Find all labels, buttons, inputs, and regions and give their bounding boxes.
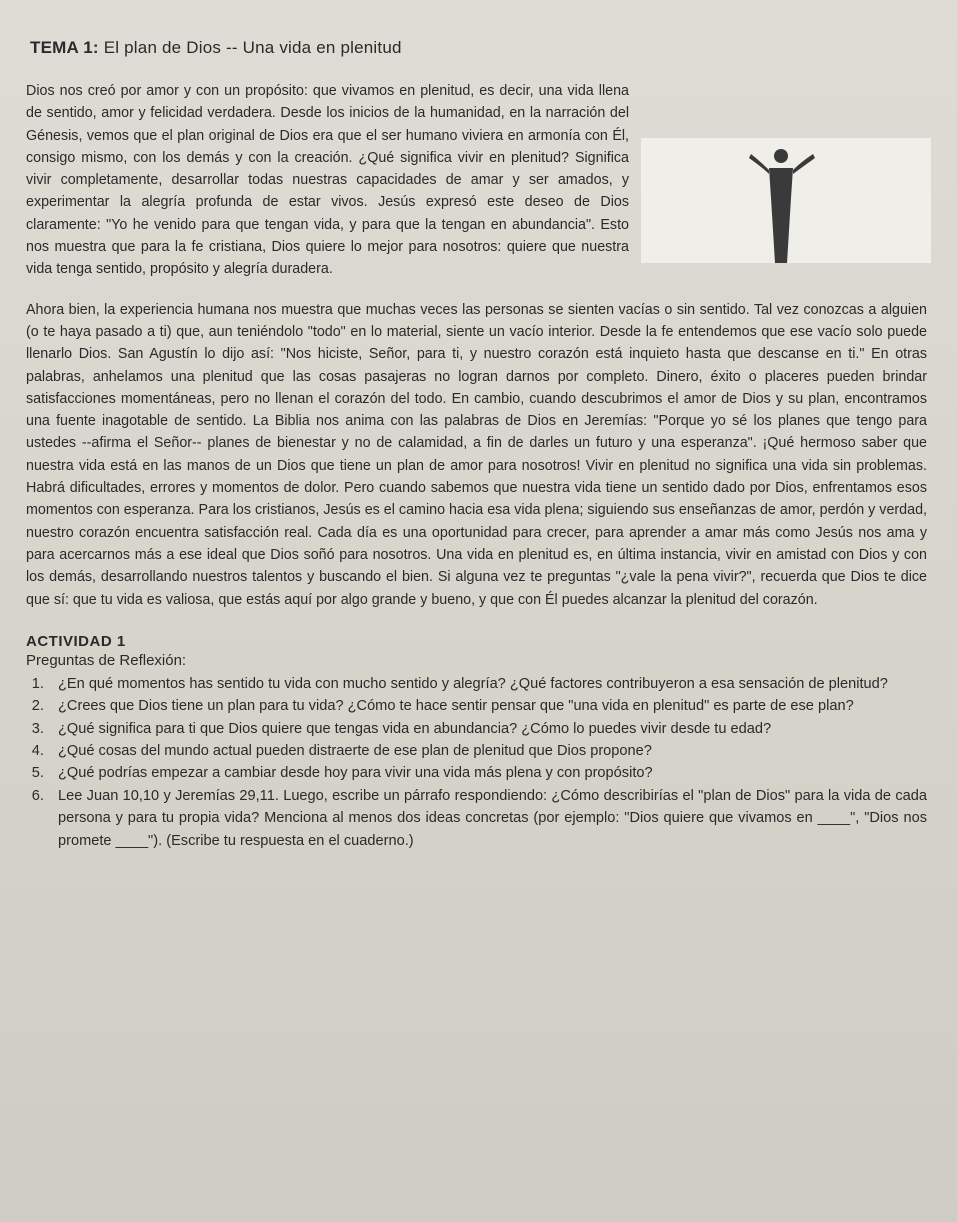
person-arms-raised-icon: [641, 138, 931, 263]
question-item: 2. ¿Crees que Dios tiene un plan para tu vida? ¿Cómo te hace sentir pensar que "una vida en plenitud" es parte de ese plan?: [48, 695, 927, 717]
activity-title: ACTIVIDAD 1: [26, 632, 126, 650]
question-item: 1. ¿En qué momentos has sentido tu vida con mucho sentido y alegría? ¿Qué factores contribuyeron a esa sensación de plenitud?: [48, 673, 927, 695]
intro-paragraph: Dios nos creó por amor y con un propósito: que vivamos en plenitud, es decir, una vida llena de sentido, amor y felicidad verdadera. Desde los inicios de la humanidad, en la narración del Génesis, vemos que el plan original de Dios era que el ser humano viviera en armonía con Él, consigo mismo, con los demás y con la creación. ¿Qué significa vivir en plenitud? Significa vivir completamente, desarrollar todas nuestras capacidades de amar y ser amados, y experimentar la alegría profunda de estar vivos. Jesús expresó este deseo de Dios claramente: "Yo he venido para que tengan vida, y para que la tengan en abundancia". Esto nos muestra que para la fe cristiana, Dios quiere lo mejor para nosotros: quiere que nuestra vida tenga sentido, propósito y alegría duradera.: [26, 83, 629, 278]
title-text: El plan de Dios -- Una vida en plenitud: [103, 38, 402, 57]
question-list: [26, 673, 927, 852]
title-label: TEMA 1:: [30, 38, 99, 57]
page-title: [30, 38, 927, 58]
question-item: 5. ¿Qué podrías empezar a cambiar desde hoy para vivir una vida más plena y con propósito?: [48, 762, 927, 784]
question-item: 6. Lee Juan 10,10 y Jeremías 29,11. Luego, escribe un párrafo respondiendo: ¿Cómo describirías el "plan de Dios" para la vida de cada persona y para tu propia vida? Menciona al menos dos ideas concretas (por ejemplo: "Dios quiere que vivamos en ____", "Dios nos promete ____"). (Escribe tu respuesta en el cuaderno.): [48, 785, 927, 852]
illustration-svg: [641, 138, 931, 263]
question-item: 4. ¿Qué cosas del mundo actual pueden distraerte de ese plan de plenitud que Dios propone?: [48, 740, 927, 762]
body-paragraph: Ahora bien, la experiencia humana nos muestra que muchas veces las personas se sienten vacías o sin sentido. Tal vez conozcas a alguien (o te haya pasado a ti) que, aun teniéndolo "todo" en lo material, siente un vacío interior. Desde la fe entendemos que ese vacío solo puede llenarlo Dios. San Agustín lo dijo así: "Nos hiciste, Señor, para ti, y nuestro corazón está inquieto hasta que descanse en ti." En otras palabras, anhelamos una plenitud que las cosas pasajeras no logran darnos por completo. Dinero, éxito o placeres pueden brindar satisfacciones momentáneas, pero no llenan el corazón del todo. En cambio, cuando descubrimos el amor de Dios y su plan, encontramos una fuente inagotable de sentido. La Biblia nos anima con las palabras de Dios en Jeremías: "Porque yo sé los planes que tengo para ustedes --afirma el Señor-- planes de bienestar y no de calamidad, a fin de darles un futuro y una esperanza". ¡Qué hermoso saber que nuestra vida está en las manos de un Dios que tiene un plan de amor para nosotros! Vivir en plenitud no significa una vida sin problemas. Habrá dificultades, errores y momentos de dolor. Pero cuando sabemos que nuestra vida tiene un sentido dado por Dios, enfrentamos esos momentos con esperanza. Para los cristianos, Jesús es el camino hacia esa vida plena; siguiendo sus enseñanzas de amor, perdón y verdad, nuestro corazón encuentra satisfacción real. Cada día es una oportunidad para crecer, para aprender a amar más como Jesús nos ama y para acercarnos más a ese ideal que Dios soñó para nosotros. Una vida en plenitud es, en última instancia, vivir en amistad con Dios y con los demás, desarrollando nuestros talentos y buscando el bien. Si alguna vez te preguntas "¿vale la pena vivir?", recuerda que Dios te dice que sí: que tu vida es valiosa, que estás aquí por algo grande y bueno, y que con Él puedes alcanzar la plenitud del corazón.: [26, 301, 927, 608]
question-item: 3. ¿Qué significa para ti que Dios quiere que tengas vida en abundancia? ¿Cómo lo puedes vivir desde tu edad?: [48, 718, 927, 740]
activity-subtitle: Preguntas de Reflexión:: [26, 651, 187, 669]
